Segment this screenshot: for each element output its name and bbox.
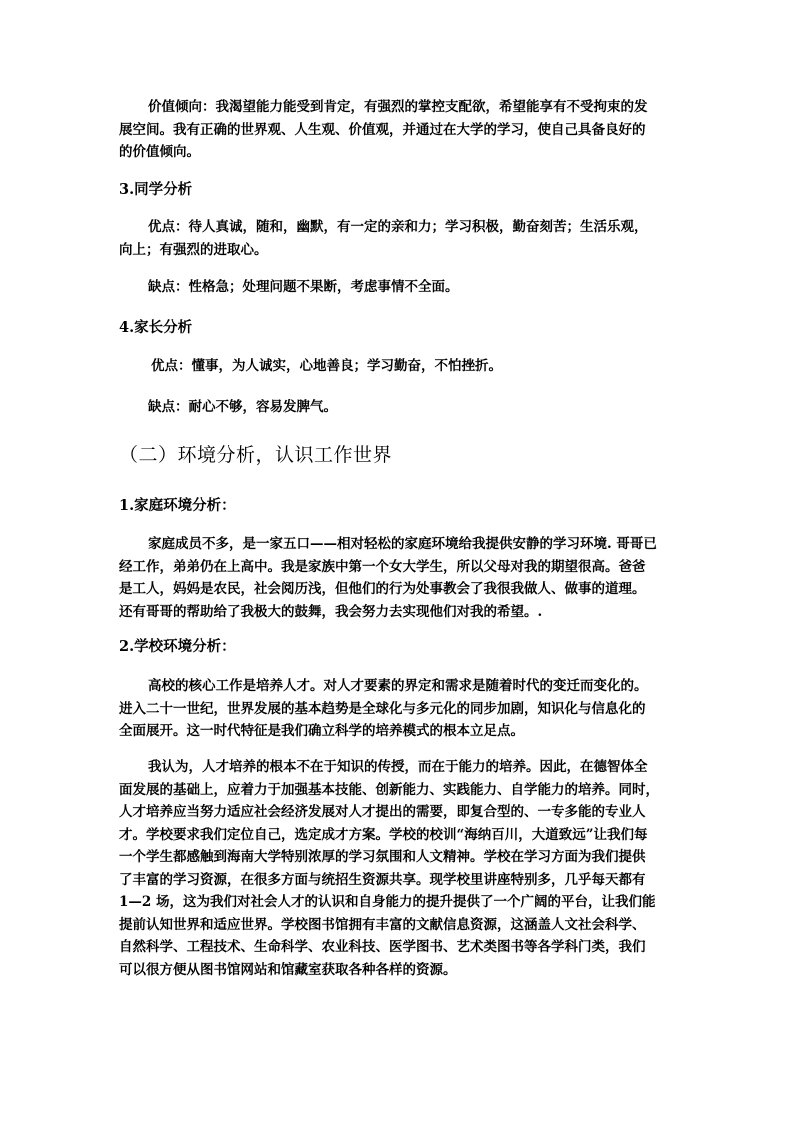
- text-line: 展空间。我有正确的世界观、人生观、价值观，并通过在大学的学习，使自己具备良好的: [119, 121, 646, 138]
- text-line: 缺点：耐心不够，容易发脾气。: [148, 399, 337, 415]
- family-heading: 1.家庭环境分析：: [119, 497, 236, 514]
- text-line: 我认为，人才培养的根本不在于知识的传授，而在于能力的培养。因此，在德智体全: [148, 759, 648, 775]
- text-line: 家庭成员不多，是一家五口——相对轻松的家庭环境给我提供安静的学习环境. 哥哥已: [148, 536, 657, 552]
- text-line: 可以很方便从图书馆网站和馆藏室获取各种各样的资源。: [119, 961, 457, 978]
- text-line: 还有哥哥的帮助给了我极大的鼓舞，我会努力去实现他们对我的希望。.: [119, 603, 543, 620]
- text-line: 优点：懂事，为人诚实，心地善良；学习勤奋，不怕挫折。: [151, 358, 502, 374]
- text-line: 一个学生都感触到海南大学特别浓厚的学习氛围和人文精神。学校在学习方面为我们提供: [119, 849, 646, 865]
- text-line: 向上；有强烈的进取心。: [119, 241, 268, 258]
- text-line: 才。学校要求我们定位自己，选定成才方案。学校的校训“海纳百川，大道致远”让我们每: [119, 826, 648, 843]
- text-line: 的价值倾向。: [119, 144, 200, 160]
- text-line: 经工作，弟弟仍在上高中。我是家族中第一个女大学生，所以父母对我的期望很高。爸爸: [119, 558, 646, 575]
- classmates-heading: 3.同学分析: [119, 181, 193, 198]
- text-line: 全面展开。这一时代特征是我们确立科学的培养模式的根本立足点。: [119, 723, 524, 739]
- text-line: 面发展的基础上，应着力于加强基本技能、创新能力、实践能力、自学能力的培养。同时，: [119, 781, 659, 798]
- values-text: 我渴望能力能受到肯定，有强烈的掌控支配欲，希望能享有不受拘束的发: [215, 99, 648, 115]
- parents-weaknesses: [119, 396, 675, 419]
- text-line: 进入二十一世纪，世界发展的基本趋势是全球化与多元化的同步加剧，知识化与信息化的: [119, 700, 646, 717]
- section-heading-environment: （二）环境分析，认识工作世界: [119, 444, 393, 466]
- text-line: 了丰富的学习资源，在很多方面与统招生资源共享。现学校里讲座特别多，几乎每天都有: [119, 871, 646, 888]
- text-line: [119, 96, 675, 119]
- text-line: 优点：待人真诚，随和，幽默，有一定的亲和力；学习积极，勤奋刻苦；生活乐观，: [148, 219, 648, 235]
- parents-heading: 4.家长分析: [119, 319, 193, 336]
- values-paragraph: [119, 96, 675, 164]
- text-line: 1—2 场，这为我们对社会人才的认识和自身能力的提升提供了一个广阔的平台，让我们能: [119, 894, 656, 910]
- classmates-weaknesses: [119, 276, 675, 299]
- parents-strengths: [119, 355, 675, 378]
- text-line: 自然科学、工程技术、生命科学、农业科技、医学图书、艺术类图书等各学科门类，我们: [119, 939, 646, 955]
- text-line: 高校的核心工作是培养人才。对人才要素的界定和需求是随着时代的变迁而变化的。: [148, 678, 648, 694]
- text-line: 缺点：性格急；处理问题不果断，考虑事情不全面。: [148, 279, 459, 295]
- text-line: 提前认知世界和适应世界。学校图书馆拥有丰富的文献信息资源，这涵盖人文社会科学、: [119, 916, 646, 933]
- values-label: 价值倾向：: [148, 99, 216, 115]
- text-line: 人才培养应当努力适应社会经济发展对人才提出的需要，即复合型的、一专多能的专业人: [119, 804, 646, 820]
- classmates-strengths: [119, 216, 675, 261]
- school-paragraph-1: [119, 675, 675, 743]
- text-line: 是工人，妈妈是农民，社会阅历浅，但他们的行为处事教会了我很我做人、做事的道理。: [119, 581, 646, 597]
- family-paragraph: [119, 533, 675, 623]
- school-paragraph-2: [119, 756, 675, 981]
- school-heading: 2.学校环境分析：: [119, 638, 236, 655]
